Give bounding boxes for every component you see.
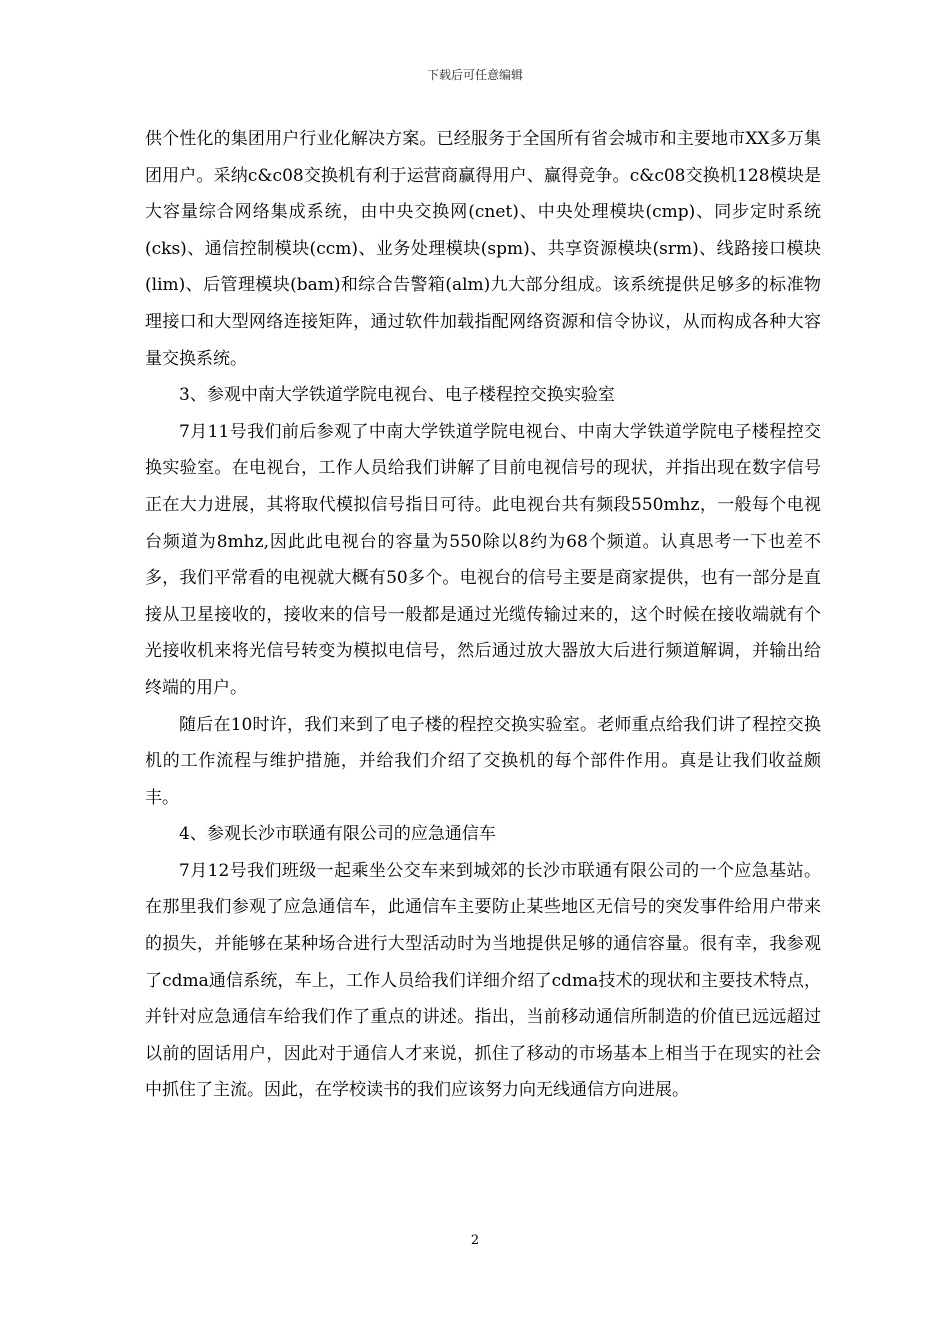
paragraph-switch-lab: 随后在10时许，我们来到了电子楼的程控交换实验室。老师重点给我们讲了程控交换机的工作流程与维护措施，并给我们介绍了交换机的每个部件作用。真是让我们收益颇丰。: [145, 714, 821, 808]
page-number: 2: [470, 1233, 480, 1248]
document-body: [145, 121, 821, 1109]
paragraph-continuation: 供个性化的集团用户行业化解决方案。已经服务于全国所有省会城市和主要地市XX多万集团用户。采纳c&c08交换机有利于运营商赢得用户、赢得竞争。c&c08交换机128模块是大容量综合网络集成系统，由中央交换网(cnet)、中央处理模块(cmp)、同步定时系统(cks)、通信控制模块(ccm)、业务处理模块(spm)、共享资源模块(srm)、线路接口模块(lim)、后管理模块(bam)和综合告警箱(alm)九大部分组成。该系统提供足够多的标准物理接口和大型网络连接矩阵，通过软件加载指配网络资源和信令协议，从而构成各种大容量交换系统。: [145, 129, 821, 369]
paragraph-tv-station: 7月11号我们前后参观了中南大学铁道学院电视台、中南大学铁道学院电子楼程控交换实验室。在电视台，工作人员给我们讲解了目前电视信号的现状，并指出现在数字信号正在大力进展，其将取代模拟信号指日可待。此电视台共有频段550mhz，一般每个电视台频道为8mhz,因此此电视台的容量为550除以8约为68个频道。认真思考一下也差不多，我们平常看的电视就大概有50多个。电视台的信号主要是商家提供，也有一部分是直接从卫星接收的，接收来的信号一般都是通过光缆传输过来的，这个时候在接收端就有个光接收机来将光信号转变为模拟电信号，然后通过放大器放大后进行频道解调，并输出给终端的用户。: [145, 421, 821, 698]
page-header: 下载后可任意编辑: [426, 68, 523, 82]
section-heading-3: 3、参观中南大学铁道学院电视台、电子楼程控交换实验室: [179, 385, 615, 406]
section-heading-4: 4、参观长沙市联通有限公司的应急通信车: [179, 824, 496, 845]
paragraph-emergency-vehicle: 7月12号我们班级一起乘坐公交车来到城郊的长沙市联通有限公司的一个应急基站。在那里我们参观了应急通信车，此通信车主要防止某些地区无信号的突发事件给用户带来的损失，并能够在某种场合进行大型活动时为当地提供足够的通信容量。很有幸，我参观了cdma通信系统，车上，工作人员给我们详细介绍了cdma技术的现状和主要技术特点，并针对应急通信车给我们作了重点的讲述。指出，当前移动通信所制造的价值已远远超过以前的固话用户，因此对于通信人才来说，抓住了移动的市场基本上相当于在现实的社会中抓住了主流。因此，在学校读书的我们应该努力向无线通信方向进展。: [145, 860, 821, 1101]
